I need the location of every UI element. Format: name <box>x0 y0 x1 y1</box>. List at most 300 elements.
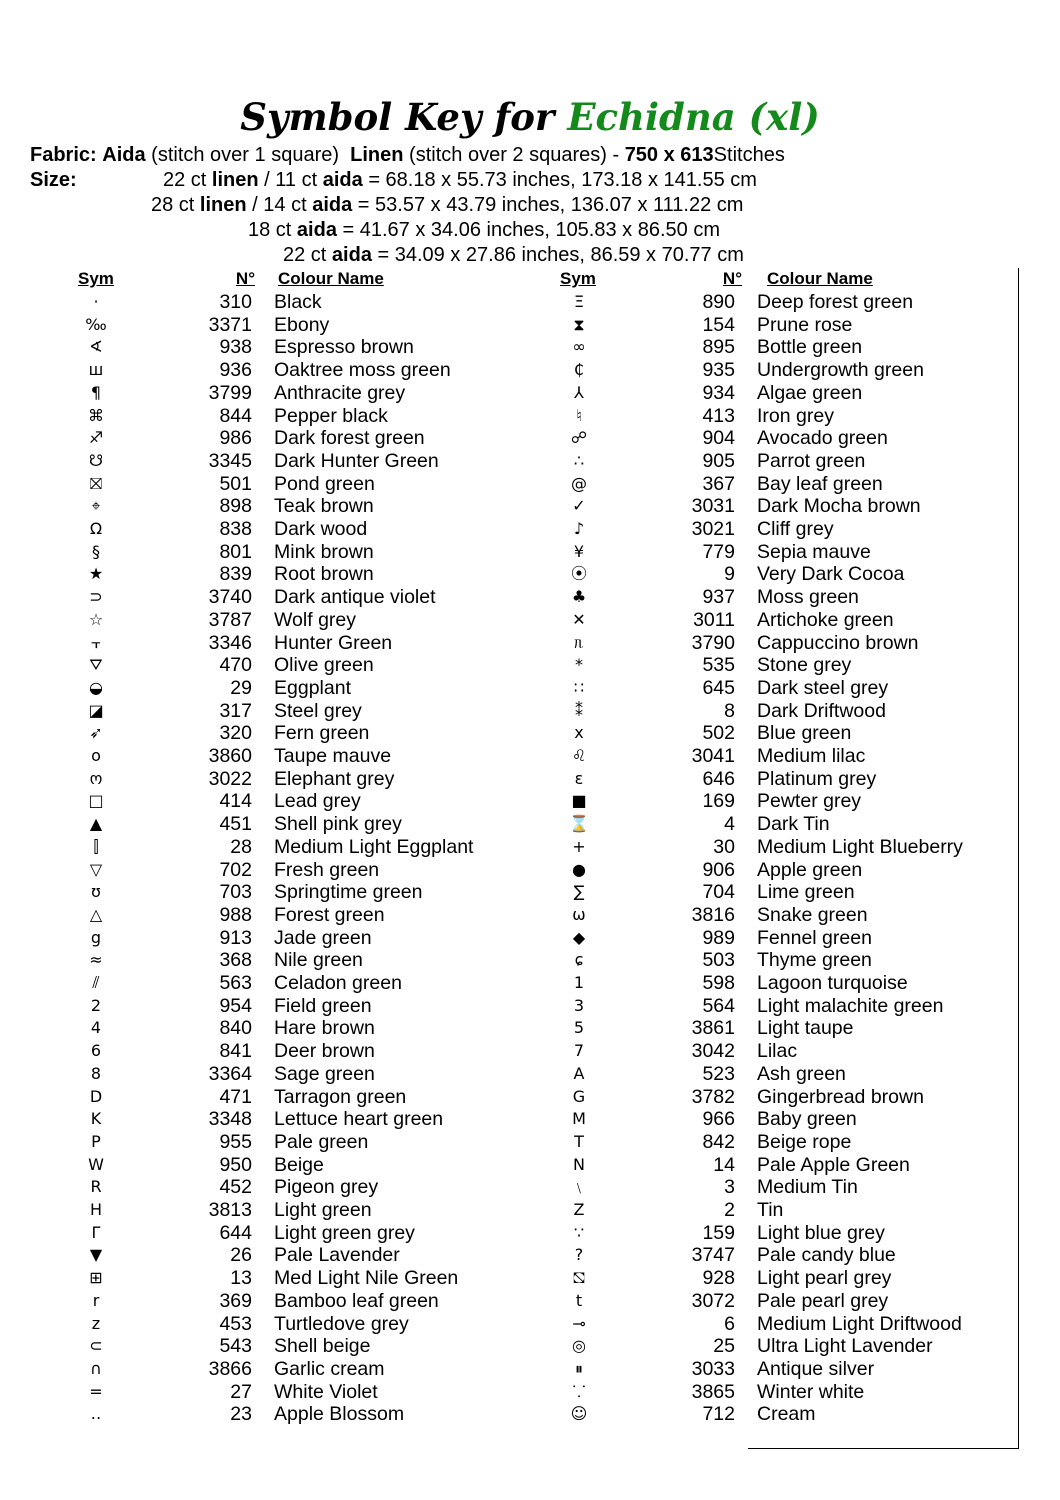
colour-name: Elephant grey <box>274 767 395 790</box>
symbol: 6 <box>90 1041 102 1061</box>
colour-number: 3740 <box>208 586 252 609</box>
colour-name: Pale candy blue <box>757 1244 896 1267</box>
symbol: ⦿ <box>570 564 587 584</box>
colour-number: 712 <box>702 1403 735 1426</box>
symbol: ⌛ <box>569 814 589 834</box>
key-row <box>76 1358 496 1381</box>
key-row <box>559 291 979 314</box>
symbol: ♌ <box>571 746 587 765</box>
colour-number: 838 <box>219 518 252 540</box>
colour-name: Light green grey <box>274 1221 415 1244</box>
key-row <box>76 1290 496 1313</box>
colour-number: 367 <box>702 472 735 495</box>
key-row <box>76 904 496 927</box>
symbol: ▽ <box>89 859 103 879</box>
colour-name: Lettuce heart green <box>274 1108 444 1131</box>
colour-number: 26 <box>230 1244 252 1267</box>
key-row <box>76 790 496 813</box>
symbol: ω <box>572 904 586 924</box>
symbol: ⌘ <box>88 405 104 425</box>
colour-number: 936 <box>219 359 252 382</box>
colour-number: 3042 <box>691 1040 735 1063</box>
symbol: ‰ <box>85 314 107 334</box>
colour-name: Baby green <box>757 1108 857 1131</box>
colour-number: 414 <box>219 790 252 813</box>
colour-number: 3861 <box>691 1017 735 1040</box>
symbol: ● <box>572 859 586 879</box>
key-row <box>559 654 979 677</box>
key-row <box>559 949 979 972</box>
symbol: W <box>88 1154 104 1174</box>
colour-name: Gingerbread brown <box>757 1085 924 1108</box>
colour-number: 986 <box>219 427 252 450</box>
colour-number: 169 <box>702 790 735 813</box>
colour-number: 368 <box>219 949 252 972</box>
colour-number: 703 <box>219 881 252 904</box>
symbol: ﹨ <box>570 1177 587 1197</box>
colour-number: 966 <box>702 1108 735 1131</box>
colour-name: Dark Driftwood <box>757 699 886 722</box>
key-row <box>76 949 496 972</box>
symbol: ⛞ <box>572 1268 586 1288</box>
symbol: ∞ <box>572 337 586 357</box>
symbol: ⌖ <box>91 496 101 516</box>
symbol: = <box>89 1381 103 1401</box>
key-row <box>559 904 979 927</box>
fabric-line <box>30 143 785 168</box>
symbol: ♮ <box>576 405 582 425</box>
colour-number: 3033 <box>691 1357 735 1380</box>
symbol: ∴ <box>573 450 585 470</box>
colour-name: Hunter Green <box>274 631 393 654</box>
colour-number: 9 <box>724 563 735 586</box>
colour-number: 3860 <box>208 745 252 767</box>
colour-number: 928 <box>702 1267 735 1290</box>
symbol: 8 <box>90 1063 102 1083</box>
key-row <box>559 632 979 655</box>
symbol: ∑ <box>573 882 585 902</box>
colour-name: Taupe mauve <box>274 745 392 767</box>
key-row <box>76 1040 496 1063</box>
bottom-border-line <box>748 1448 1019 1449</box>
symbol: ♣ <box>571 587 587 607</box>
key-row <box>76 382 496 405</box>
key-row <box>559 586 979 609</box>
key-row <box>559 541 979 564</box>
colour-name: Tin <box>757 1199 784 1221</box>
colour-number: 844 <box>219 404 252 427</box>
colour-name: Bamboo leaf green <box>274 1289 439 1312</box>
right-num-header: N° <box>722 269 742 288</box>
key-row <box>76 1267 496 1290</box>
symbol: □ <box>88 791 104 811</box>
key-row <box>76 722 496 745</box>
colour-name: Dark antique violet <box>274 586 436 609</box>
key-row <box>76 1313 496 1336</box>
colour-number: 14 <box>713 1153 735 1176</box>
colour-name: Dark Tin <box>757 813 830 836</box>
colour-number: 890 <box>702 291 735 313</box>
colour-number: 3022 <box>208 767 252 790</box>
symbol: ⸪ <box>572 1381 586 1401</box>
colour-name: Eggplant <box>274 676 351 699</box>
colour-number: 29 <box>230 676 252 699</box>
colour-name: Artichoke green <box>757 608 894 631</box>
symbol: ∩ <box>90 1358 102 1378</box>
colour-name: Very Dark Cocoa <box>757 563 905 586</box>
key-row <box>76 654 496 677</box>
key-row <box>76 359 496 382</box>
key-row <box>76 586 496 609</box>
colour-name: Forest green <box>274 903 385 926</box>
key-row <box>559 427 979 450</box>
pattern-name: Echidna (xl) <box>567 95 820 139</box>
symbol: ε <box>574 768 584 788</box>
colour-name: Avocado green <box>757 427 888 450</box>
colour-name: Wolf grey <box>274 608 356 631</box>
key-row <box>76 972 496 995</box>
key-row <box>76 1381 496 1404</box>
symbol: ⊂ <box>89 1336 103 1356</box>
key-row <box>76 1108 496 1131</box>
key-row <box>559 563 979 586</box>
size-line-1: 22 ct linen / 11 ct aida = 68.18 x 55.73 inches, 173.18 x 141.55 cm <box>163 169 757 191</box>
symbol: K <box>90 1109 102 1129</box>
symbol: 7 <box>573 1041 585 1061</box>
colour-number: 23 <box>230 1403 252 1426</box>
colour-name: Nile green <box>274 949 363 972</box>
colour-number: 841 <box>219 1040 252 1063</box>
key-row <box>559 790 979 813</box>
symbol: ∢ <box>89 337 103 357</box>
key-row <box>76 1403 496 1426</box>
symbol: ☍ <box>570 428 588 448</box>
symbol: N <box>573 1154 585 1174</box>
colour-name: Pigeon grey <box>274 1176 379 1199</box>
colour-number: 935 <box>702 359 735 382</box>
key-row <box>559 768 979 791</box>
colour-number: 471 <box>219 1085 252 1108</box>
colour-number: 453 <box>219 1312 252 1335</box>
key-row <box>76 1222 496 1245</box>
colour-number: 502 <box>702 722 735 745</box>
symbol: ⛝ <box>89 473 103 493</box>
key-row <box>76 881 496 904</box>
key-row <box>76 541 496 564</box>
key-row <box>76 745 496 768</box>
key-row <box>76 677 496 700</box>
key-row <box>559 359 979 382</box>
key-row <box>559 927 979 950</box>
key-row <box>559 745 979 768</box>
symbol: Ξ <box>573 292 585 311</box>
size-line-4: 22 ct aida = 34.09 x 27.86 inches, 86.59 x 70.77 cm <box>283 244 744 266</box>
colour-name: Mink brown <box>274 540 374 563</box>
symbol: ∵ <box>573 1222 585 1242</box>
symbol: ✓ <box>572 496 586 516</box>
right-border-line <box>1018 268 1019 1448</box>
key-row <box>76 518 496 541</box>
key-row <box>76 405 496 428</box>
colour-name: Steel grey <box>274 699 362 722</box>
symbol: z <box>91 1313 101 1333</box>
colour-name: Light blue grey <box>757 1221 885 1244</box>
key-row <box>559 722 979 745</box>
colour-name: Cappuccino brown <box>757 631 919 654</box>
colour-name: Lead grey <box>274 790 361 813</box>
right-name-header: Colour Name <box>767 269 873 288</box>
key-row <box>76 495 496 518</box>
colour-number: 3790 <box>691 631 735 654</box>
colour-number: 310 <box>219 291 252 313</box>
key-row <box>559 1403 979 1426</box>
colour-name: Medium Light Driftwood <box>757 1312 962 1335</box>
colour-name: Medium lilac <box>757 745 866 767</box>
colour-name: Shell pink grey <box>274 813 402 836</box>
key-row <box>559 1222 979 1245</box>
colour-number: 906 <box>702 858 735 881</box>
colour-number: 3371 <box>208 313 252 336</box>
colour-number: 503 <box>702 949 735 972</box>
key-row <box>76 291 496 314</box>
key-row <box>76 314 496 337</box>
colour-number: 779 <box>702 540 735 563</box>
symbol: 1 <box>573 973 585 992</box>
colour-name: Apple green <box>757 858 863 881</box>
page-title <box>0 92 1060 142</box>
key-row <box>559 677 979 700</box>
colour-number: 3 <box>724 1176 735 1199</box>
symbol: @ <box>571 473 587 493</box>
colour-name: Light pearl grey <box>757 1267 892 1290</box>
colour-name: Med Light Nile Green <box>274 1267 459 1290</box>
symbol: ∷ <box>573 677 585 697</box>
colour-number: 535 <box>702 654 735 677</box>
symbol: 2 <box>90 995 102 1015</box>
key-row <box>559 972 979 995</box>
colour-name: Black <box>274 291 322 313</box>
colour-name: Antique silver <box>757 1357 875 1380</box>
key-row <box>559 1358 979 1381</box>
colour-number: 3787 <box>208 608 252 631</box>
colour-number: 564 <box>702 994 735 1017</box>
symbol: · <box>93 292 99 311</box>
colour-number: 317 <box>219 699 252 722</box>
colour-name: Tarragon green <box>274 1085 407 1108</box>
colour-number: 839 <box>219 563 252 586</box>
colour-number: 523 <box>702 1062 735 1085</box>
colour-name: Winter white <box>757 1380 865 1403</box>
key-row <box>76 1086 496 1109</box>
key-row <box>559 881 979 904</box>
key-row <box>559 1063 979 1086</box>
colour-number: 3866 <box>208 1357 252 1380</box>
colour-name: Light green <box>274 1199 372 1221</box>
colour-name: Undergrowth green <box>757 359 924 382</box>
symbol: ♪ <box>573 519 585 538</box>
symbol: ◆ <box>572 927 586 947</box>
key-row <box>76 1131 496 1154</box>
symbol: ⫟ <box>91 632 101 652</box>
colour-name: Fern green <box>274 722 370 745</box>
key-row <box>76 700 496 723</box>
colour-number: 904 <box>702 427 735 450</box>
symbol: ◒ <box>89 677 103 697</box>
colour-name: Teak brown <box>274 495 374 518</box>
size-line-2: 28 ct linen / 14 ct aida = 53.57 x 43.79 inches, 136.07 x 111.22 cm <box>151 194 744 216</box>
colour-number: 702 <box>219 858 252 881</box>
key-row <box>76 1199 496 1222</box>
colour-number: 3799 <box>208 381 252 404</box>
key-row <box>76 813 496 836</box>
colour-name: Moss green <box>757 586 859 609</box>
key-row <box>559 859 979 882</box>
key-row <box>559 382 979 405</box>
key-row <box>559 1199 979 1222</box>
symbol: M <box>572 1109 586 1129</box>
colour-name: Medium Light Eggplant <box>274 835 474 858</box>
colour-number: 413 <box>702 404 735 427</box>
colour-number: 646 <box>702 767 735 790</box>
symbol: ★ <box>88 564 104 584</box>
key-row <box>76 995 496 1018</box>
key-row <box>76 1063 496 1086</box>
left-sym-header: Sym <box>78 269 114 288</box>
colour-name: Cream <box>757 1403 816 1426</box>
key-row <box>559 450 979 473</box>
colour-number: 3364 <box>208 1062 252 1085</box>
symbol: ⛛ <box>89 655 103 675</box>
key-row <box>559 336 979 359</box>
colour-name: Dark Mocha brown <box>757 495 921 518</box>
key-row <box>559 1267 979 1290</box>
colour-number: 898 <box>219 495 252 518</box>
colour-name: Anthracite grey <box>274 381 406 404</box>
colour-name: Stone grey <box>757 654 852 677</box>
symbol: ʊ <box>91 882 101 902</box>
colour-name: Garlic cream <box>274 1357 385 1380</box>
symbol: * <box>575 655 583 675</box>
colour-number: 3011 <box>693 608 735 631</box>
symbol: ▲ <box>89 814 103 834</box>
colour-number: 4 <box>724 813 735 836</box>
colour-number: 30 <box>713 835 735 858</box>
colour-number: 934 <box>702 381 735 404</box>
fabric-linen: Linen <box>350 144 404 166</box>
key-row <box>559 1154 979 1177</box>
colour-name: Turtledove grey <box>274 1312 409 1335</box>
symbol: ◪ <box>88 700 104 720</box>
symbol: 4 <box>90 1018 102 1038</box>
key-row <box>76 836 496 859</box>
colour-number: 3346 <box>208 631 252 654</box>
colour-number: 644 <box>219 1221 252 1244</box>
colour-name: Bay leaf green <box>757 472 883 495</box>
colour-number: 3031 <box>691 495 735 518</box>
key-row <box>559 1244 979 1267</box>
colour-number: 840 <box>219 1017 252 1040</box>
colour-name: Lilac <box>757 1040 798 1063</box>
colour-number: 28 <box>230 835 252 858</box>
symbol: △ <box>89 904 103 924</box>
colour-number: 452 <box>219 1176 252 1199</box>
colour-number: 954 <box>219 994 252 1017</box>
key-row <box>559 1086 979 1109</box>
key-row <box>559 1335 979 1358</box>
key-row <box>559 405 979 428</box>
key-row <box>559 700 979 723</box>
symbol: ? <box>574 1245 584 1265</box>
symbol: ш <box>88 360 104 380</box>
colour-number: 3021 <box>691 518 735 540</box>
symbol: ‥ <box>90 1404 102 1424</box>
colour-number: 154 <box>702 313 735 336</box>
key-row <box>559 473 979 496</box>
colour-number: 369 <box>219 1289 252 1312</box>
fabric-aida: Aida <box>102 144 146 166</box>
title-prefix: Symbol Key for <box>240 95 555 139</box>
colour-number: 988 <box>219 903 252 926</box>
fabric-linen-note: (stitch over 2 squares) - <box>409 144 620 166</box>
colour-number: 955 <box>219 1130 252 1153</box>
key-row <box>76 768 496 791</box>
colour-name: Shell beige <box>274 1335 371 1358</box>
colour-name: Fennel green <box>757 926 872 949</box>
key-row <box>559 518 979 541</box>
key-row <box>559 1131 979 1154</box>
symbol: Z <box>573 1200 585 1219</box>
colour-name: Ash green <box>757 1062 846 1085</box>
fabric-aida-note: (stitch over 1 square) <box>151 144 340 166</box>
symbol: ☆ <box>88 609 104 629</box>
colour-name: Pepper black <box>274 404 388 427</box>
right-sym-header: Sym <box>560 269 596 288</box>
colour-name: Platinum grey <box>757 767 877 790</box>
colour-number: 470 <box>219 654 252 677</box>
colour-number: 950 <box>219 1153 252 1176</box>
symbol: ᥰ <box>574 632 584 652</box>
symbol: ⁑ <box>575 700 583 720</box>
symbol: ⊞ <box>89 1268 103 1288</box>
symbol: ♐ <box>88 428 104 448</box>
colour-number: 3782 <box>691 1085 735 1108</box>
colour-number: 704 <box>702 881 735 904</box>
colour-number: 27 <box>230 1380 252 1403</box>
symbol: 3 <box>573 995 585 1015</box>
symbol: ო <box>89 768 103 788</box>
colour-name: Medium Tin <box>757 1176 858 1199</box>
symbol: ¶ <box>90 382 102 402</box>
colour-name: White Violet <box>274 1380 378 1403</box>
key-row <box>559 836 979 859</box>
colour-name: Beige rope <box>757 1130 852 1153</box>
key-row <box>559 1313 979 1336</box>
symbol: ⊸ <box>572 1313 586 1333</box>
colour-name: Blue green <box>757 722 852 745</box>
symbol: ⧗ <box>573 314 585 334</box>
colour-number: 801 <box>219 540 252 563</box>
colour-name: Dark steel grey <box>757 676 889 699</box>
symbol: o <box>91 746 101 765</box>
colour-name: Espresso brown <box>274 336 414 359</box>
colour-number: 937 <box>702 586 735 609</box>
colour-number: 320 <box>219 722 252 745</box>
colour-number: 913 <box>219 926 252 949</box>
symbol: ₵ <box>573 360 585 380</box>
size-label: Size: <box>30 169 77 191</box>
symbol: + <box>572 836 586 856</box>
colour-number: 3865 <box>691 1380 735 1403</box>
